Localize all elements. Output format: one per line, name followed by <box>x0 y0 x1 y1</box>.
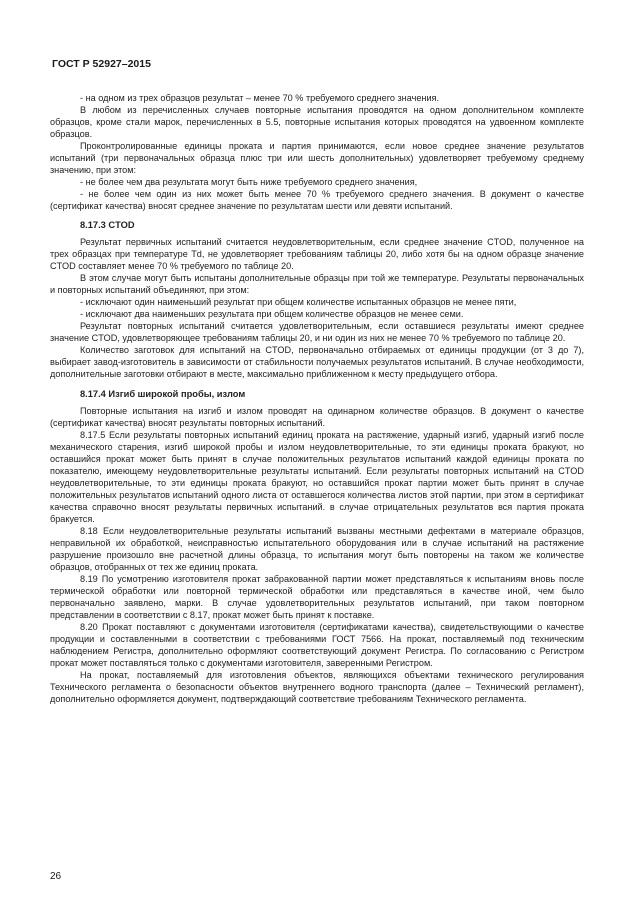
paragraph: Проконтролированные единицы проката и партия принимаются, если новое среднее значение результатов испытаний (три первоначальных образца плюс три или шесть дополнительных) удовлетворяет требуемому среднему значению, при этом: <box>50 141 584 175</box>
section-heading-8-17-4: 8.17.4 Изгиб широкой пробы, излом <box>80 389 246 399</box>
page-number: 26 <box>50 871 62 882</box>
paragraph: Результат повторных испытаний считается удовлетворительным, если оставшиеся результаты имеют среднее значение CTOD, удовлетворяющее требованиям таблицы 20, и ни один из них не менее 70 % требуемого по таблице 20. <box>50 321 584 343</box>
document-code-header: ГОСТ Р 52927–2015 <box>52 58 151 70</box>
paragraph: - на одном из трех образцов результат – менее 70 % требуемого среднего значения. <box>80 93 440 103</box>
list-item: - не более чем один из них может быть менее 70 % требуемого среднего значения. В документ о качестве (сертификат качества) вносят среднее значение по результатам шести или девяти испытаний. <box>50 189 584 211</box>
paragraph-8-19: 8.19 По усмотрению изготовителя прокат забракованной партии может представляться к испытаниям вновь после термической обработки или повторной термической обработки или представляться в качестве иной, чем было первоначально заявлено, марки. В случае удовлетворительных результатов испытаний, при таком повторном представлении в соответствии с 8.17, прокат может быть принят к поставке. <box>50 574 584 620</box>
paragraph: В любом из перечисленных случаев повторные испытания проводятся на одном дополнительном комплекте образцов, кроме стали марок, перечисленных в 5.5, повторные испытания которых проводятся на удвоенном комплекте образцов. <box>50 105 584 139</box>
list-item: - не более чем два результата могут быть ниже требуемого среднего значения, <box>80 177 418 187</box>
paragraph-8-20: 8.20 Прокат поставляют с документами изготовителя (сертификатами качества), свидетельствующими о качестве продукции и составленными в соответствии с требованиями ГОСТ 7566. На прокат, поставляемый под техническим наблюдением Регистра, дополнительно оформляют соответствующий документ Регистра. По согласованию с Регистром прокат может поставляться только с документами изготовителя, заверенными Регистром. <box>50 622 584 668</box>
document-body <box>50 92 584 705</box>
list-item: - исключают один наименьший результат при общем количестве испытанных образцов не менее пяти, <box>80 297 517 307</box>
paragraph: Результат первичных испытаний считается неудовлетворительным, если среднее значение CTOD, полученное на трех образцах при температуре Td, не удовлетворяет требованиям таблицы 20, либо хотя бы на одном образце значение CTOD составляет менее 70 % требуемого по таблице 20. <box>50 237 584 271</box>
section-heading-8-17-3: 8.17.3 CTOD <box>80 220 135 230</box>
paragraph: Количество заготовок для испытаний на CTOD, первоначально отбираемых от единицы продукции (от 3 до 7), выбирает завод-изготовитель в зависимости от стабильности получаемых результатов испытаний. В случае необходимости, дополнительные заготовки отбирают в месте, максимально приближенном к месту предыдущего отбора. <box>50 345 584 379</box>
paragraph: Повторные испытания на изгиб и излом проводят на одинарном количестве образцов. В документ о качестве (сертификат качества) вносят результаты повторных испытаний. <box>50 406 584 428</box>
paragraph: На прокат, поставляемый для изготовления объектов, являющихся объектами технического регулирования Технического регламента о безопасности объектов внутреннего водного транспорта (далее – Технический регламент), дополнительно оформляется документ, подтверждающий соответствие требованиям Технического регламента. <box>50 670 584 704</box>
paragraph-8-17-5: 8.17.5 Если результаты повторных испытаний единиц проката на растяжение, ударный изгиб, ударный изгиб после механического старения, изгиб широкой пробы и излом неудовлетворительные, то эти единицы проката бракуют, но оставшийся прокат может быть принят в случае положительных результатов испытаний каждой единицы проката по показателю, имеющему неудовлетворительные результаты испытаний. Если результаты повторных испытаний на CTOD неудовлетворительные, то эти единицы проката бракуют, но оставшийся прокат партии может быть принят в случае положительных результатов испытаний одного листа от оставшегося количества листов этой партии, при этом в сертификат качества справочно вносят результаты первичных испытаний. в случае отрицательных результатов вся партия проката бракуется. <box>50 430 584 524</box>
paragraph-8-18: 8.18 Если неудовлетворительные результаты испытаний вызваны местными дефектами в материале образцов, неправильной их обработкой, неисправностью испытательного оборудования или в случае испытаний на растяжение разрушение произошло вне расчетной длины образца, то испытания могут быть повторены на таком же количестве образцов, отобранных от тех же единиц проката. <box>50 526 584 572</box>
list-item: - исключают два наименьших результата при общем количестве образцов не менее семи. <box>80 309 464 319</box>
paragraph: В этом случае могут быть испытаны дополнительные образцы при той же температуре. Результаты первоначальных и повторных испытаний объединяют, при этом: <box>50 273 584 295</box>
